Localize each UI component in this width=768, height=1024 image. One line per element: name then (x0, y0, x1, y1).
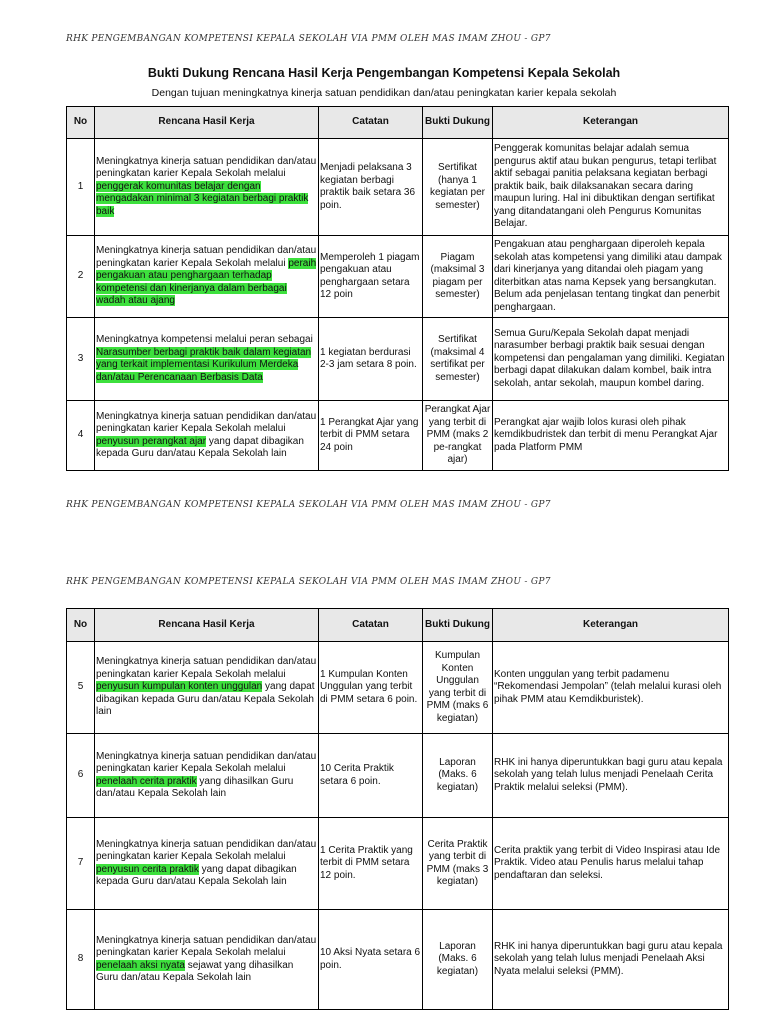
row-bukti: Sertifikat (hanya 1 kegiatan per semester) (423, 139, 493, 236)
row-no: 8 (67, 910, 95, 1010)
col-header-catatan: Catatan (319, 107, 423, 139)
rhk-highlight: penelaah aksi nyata (96, 959, 185, 971)
row-bukti: Laporan (Maks. 6 kegiatan) (423, 910, 493, 1010)
row-bukti: Kumpulan Konten Unggulan yang terbit di PMM (maks 6 kegiatan) (423, 642, 493, 734)
row-no: 2 (67, 236, 95, 318)
row-keterangan: Konten unggulan yang terbit padamenu “Rekomendasi Jempolan” (telah melalui kurasi oleh pihak PMM atau Kemdikburistek). (493, 642, 729, 734)
page-header-watermark: RHK PENGEMBANGAN KOMPETENSI KEPALA SEKOLAH VIA PMM OLEH MAS IMAM ZHOU - GP7 (66, 34, 551, 44)
table-row (67, 642, 729, 734)
row-catatan: Memperoleh 1 piagam pengakuan atau penghargaan setara 12 poin (319, 236, 423, 318)
row-catatan: 1 Cerita Praktik yang terbit di PMM setara 12 poin. (319, 818, 423, 910)
page-subtitle: Dengan tujuan meningkatnya kinerja satuan pendidikan dan/atau peningkatan karier kepala sekolah (151, 87, 617, 99)
row-no: 3 (67, 318, 95, 401)
row-catatan: Menjadi pelaksana 3 kegiatan berbagi praktik baik setara 36 poin. (319, 139, 423, 236)
row-catatan: 1 kegiatan berdurasi 2-3 jam setara 8 poin. (319, 318, 423, 401)
page-footer-watermark: RHK PENGEMBANGAN KOMPETENSI KEPALA SEKOLAH VIA PMM OLEH MAS IMAM ZHOU - GP7 (66, 500, 551, 510)
row-keterangan: Pengakuan atau penghargaan diperoleh kepala sekolah atas kompetensi yang dimiliki atau dampak dari kinerjanya yang ditandai oleh piagam yang diterbitkan atas nama Kepsek yang bersangkutan. Belum ada penjelasan tentang tingkat dan penerbit penghargaan. (493, 236, 729, 318)
col-header-bukti: Bukti Dukung (423, 107, 493, 139)
col-header-rhk: Rencana Hasil Kerja (95, 107, 319, 139)
col-header-bukti: Bukti Dukung (423, 609, 493, 642)
rhk-highlight: penelaah cerita praktik (96, 775, 197, 787)
row-rhk: Meningkatnya kinerja satuan pendidikan dan/atau peningkatan karier Kepala Sekolah melalui penggerak komunitas belajar dengan mengadakan minimal 3 kegiatan berbagi praktik baik (95, 139, 319, 236)
row-keterangan: Penggerak komunitas belajar adalah semua pengurus aktif atau bukan pengurus, tetapi terlibat aktif sebagai panitia pelaksana kegiatan berbagi praktik baik, baik dilaksanakan secara daring maupun luring. Hal ini dibuktikan dengan sertifikat yang ditandatangani oleh Pengurus Komunitas Belajar. (493, 139, 729, 236)
table-row (67, 318, 729, 401)
rhk-highlight: penggerak komunitas belajar dengan mengadakan minimal 3 kegiatan berbagi praktik baik (96, 180, 309, 217)
rhk-highlight: peraih pengakuan atau penghargaan terhadap kompetensi dan kinerjanya dalam berbagai wadah atau ajang (96, 257, 317, 307)
table-header-row (67, 107, 729, 139)
row-keterangan: Cerita praktik yang terbit di Video Inspirasi atau Ide Praktik. Video atau Penulis harus melalui tahap pendaftaran dan seleksi. (493, 818, 729, 910)
col-header-catatan: Catatan (319, 609, 423, 642)
row-keterangan: RHK ini hanya diperuntukkan bagi guru atau kepala sekolah yang telah lulus menjadi Penelaah Aksi Nyata melalui seleksi (PMM). (493, 910, 729, 1010)
row-rhk: Meningkatnya kinerja satuan pendidikan dan/atau peningkatan karier Kepala Sekolah melalui penelaah cerita praktik yang dihasilkan Guru dan/atau Kepala Sekolah lain (95, 734, 319, 818)
table-row (67, 734, 729, 818)
row-keterangan: RHK ini hanya diperuntukkan bagi guru atau kepala sekolah yang telah lulus menjadi Penelaah Cerita Praktik melalui seleksi (PMM). (493, 734, 729, 818)
row-bukti: Sertifikat (maksimal 4 sertifikat per semester) (423, 318, 493, 401)
row-no: 7 (67, 818, 95, 910)
col-header-no: No (67, 107, 95, 139)
rhk-table-page-2 (66, 608, 729, 1010)
row-bukti: Laporan (Maks. 6 kegiatan) (423, 734, 493, 818)
col-header-no: No (67, 609, 95, 642)
table-header-row (67, 609, 729, 642)
table-row (67, 236, 729, 318)
page-header-watermark-2: RHK PENGEMBANGAN KOMPETENSI KEPALA SEKOLAH VIA PMM OLEH MAS IMAM ZHOU - GP7 (66, 577, 551, 587)
row-no: 1 (67, 139, 95, 236)
row-rhk: Meningkatnya kompetensi melalui peran sebagai Narasumber berbagi praktik baik dalam kegiatan yang terkait implementasi Kurikulum Merdeka dan/atau Perencanaan Berbasis Data (95, 318, 319, 401)
row-catatan: 1 Kumpulan Konten Unggulan yang terbit di PMM setara 6 poin. (319, 642, 423, 734)
rhk-table-page-1 (66, 106, 729, 471)
rhk-highlight: penyusun perangkat ajar (96, 435, 207, 447)
row-no: 5 (67, 642, 95, 734)
col-header-keterangan: Keterangan (493, 107, 729, 139)
row-keterangan: Perangkat ajar wajib lolos kurasi oleh pihak kemdikbudristek dan terbit di menu Perangkat Ajar pada Platform PMM (493, 401, 729, 471)
col-header-keterangan: Keterangan (493, 609, 729, 642)
row-bukti: Cerita Praktik yang terbit di PMM (maks 3 kegiatan) (423, 818, 493, 910)
row-rhk: Meningkatnya kinerja satuan pendidikan dan/atau peningkatan karier Kepala Sekolah melalui penelaah aksi nyata sejawat yang dihasilkan Guru dan/atau Kepala Sekolah lain (95, 910, 319, 1010)
table-row (67, 139, 729, 236)
col-header-rhk: Rencana Hasil Kerja (95, 609, 319, 642)
row-no: 4 (67, 401, 95, 471)
row-rhk: Meningkatnya kinerja satuan pendidikan dan/atau peningkatan karier Kepala Sekolah melalui penyusun kumpulan konten unggulan yang dapat dibagikan kepada Guru dan/atau Kepala Sekolah lain (95, 642, 319, 734)
table-row (67, 910, 729, 1010)
row-bukti: Piagam (maksimal 3 piagam per semester) (423, 236, 493, 318)
row-rhk: Meningkatnya kinerja satuan pendidikan dan/atau peningkatan karier Kepala Sekolah melalui penyusun cerita praktik yang dapat dibagikan kepada Guru dan/atau Kepala Sekolah lain (95, 818, 319, 910)
row-rhk: Meningkatnya kinerja satuan pendidikan dan/atau peningkatan karier Kepala Sekolah melalui penyusun perangkat ajar yang dapat dibagikan kepada Guru dan/atau Kepala Sekolah lain (95, 401, 319, 471)
row-keterangan: Semua Guru/Kepala Sekolah dapat menjadi narasumber berbagi praktik baik sesuai dengan kompetensi dan pengalaman yang dimiliki. Kegiatan berbagi dapat dilakukan dalam kombel, baik intra sekolah, antar sekolah, maupun kombel daring. (493, 318, 729, 401)
rhk-highlight: penyusun kumpulan konten unggulan (96, 681, 263, 693)
table-row (67, 818, 729, 910)
row-no: 6 (67, 734, 95, 818)
table-row (67, 401, 729, 471)
page-title: Bukti Dukung Rencana Hasil Kerja Pengembangan Kompetensi Kepala Sekolah (147, 66, 621, 80)
row-catatan: 1 Perangkat Ajar yang terbit di PMM setara 24 poin (319, 401, 423, 471)
row-bukti: Perangkat Ajar yang terbit di PMM (maks 2 pe-rangkat ajar) (423, 401, 493, 471)
row-catatan: 10 Cerita Praktik setara 6 poin. (319, 734, 423, 818)
rhk-highlight: Narasumber berbagi praktik baik dalam kegiatan yang terkait implementasi Kurikulum Merdeka dan/atau Perencanaan Berbasis Data (96, 346, 312, 383)
row-rhk: Meningkatnya kinerja satuan pendidikan dan/atau peningkatan karier Kepala Sekolah melalui peraih pengakuan atau penghargaan terhadap kompetensi dan kinerjanya dalam berbagai wadah atau ajang (95, 236, 319, 318)
row-catatan: 10 Aksi Nyata setara 6 poin. (319, 910, 423, 1010)
rhk-highlight: penyusun cerita praktik (96, 863, 199, 875)
